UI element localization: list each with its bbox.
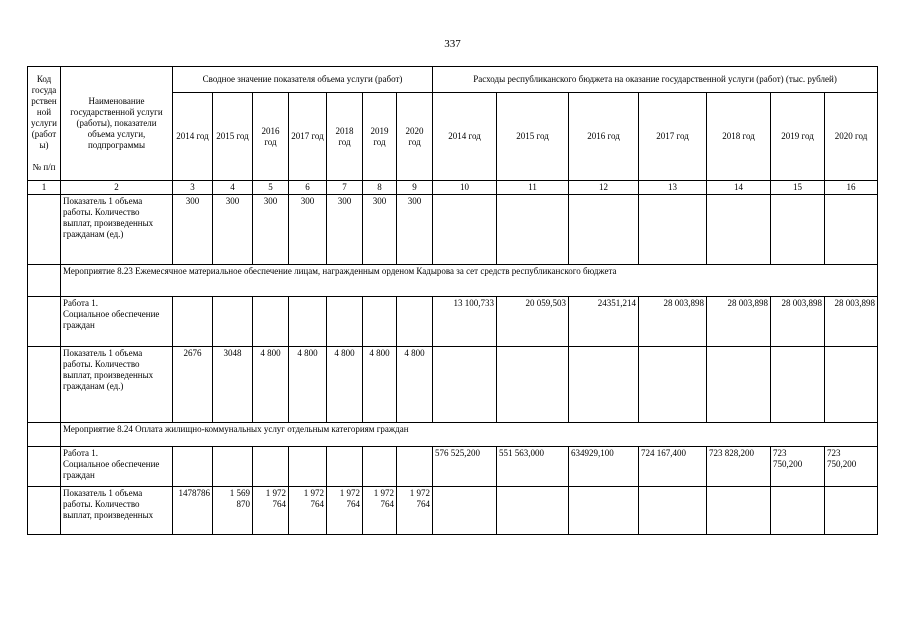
page-number: 337	[444, 38, 461, 50]
table-row	[28, 447, 878, 487]
row-name: Показатель 1 объема работы. Количество выплат, произведенных гражданам (ед.)	[61, 195, 173, 265]
expense-value: 20 059,503	[497, 297, 569, 347]
expense-value	[433, 487, 497, 535]
column-number: 8	[363, 181, 397, 195]
column-number: 1	[28, 181, 61, 195]
volume-value: 300	[213, 195, 253, 265]
code-cell	[28, 447, 61, 487]
row-name: Работа 1. Социальное обеспечение граждан	[61, 447, 173, 487]
expense-value: 723 750,200	[771, 447, 825, 487]
row-name: Показатель 1 объема работы. Количество выплат, произведенных	[61, 487, 173, 535]
volume-value: 3048	[213, 347, 253, 423]
expense-value	[707, 195, 771, 265]
volume-value	[363, 447, 397, 487]
expense-year-header: 2017 год	[639, 93, 707, 181]
expense-value	[707, 487, 771, 535]
expense-value: 724 167,400	[639, 447, 707, 487]
volume-value: 300	[327, 195, 363, 265]
header-name: Наименование государственной услуги (работы), показатели объема услуги, подпрограммы	[61, 67, 173, 181]
volume-year-header: 2019 год	[363, 93, 397, 181]
volume-value: 1 972 764	[363, 487, 397, 535]
expense-year-header: 2019 год	[771, 93, 825, 181]
volume-value	[213, 447, 253, 487]
volume-year-header: 2015 год	[213, 93, 253, 181]
expense-value	[825, 195, 878, 265]
volume-value: 1 569 870	[213, 487, 253, 535]
expense-value: 723 828,200	[707, 447, 771, 487]
volume-value: 2676	[173, 347, 213, 423]
volume-year-header: 2016 год	[253, 93, 289, 181]
expense-value: 28 003,898	[707, 297, 771, 347]
table-row	[28, 265, 878, 297]
column-number: 14	[707, 181, 771, 195]
budget-table	[27, 66, 878, 535]
volume-value: 300	[363, 195, 397, 265]
table-row	[28, 347, 878, 423]
column-number: 4	[213, 181, 253, 195]
header-code: Код госуда рствен ной услуги (работ ы) № п/п	[28, 67, 61, 181]
code-cell	[28, 297, 61, 347]
expense-value	[771, 195, 825, 265]
expense-value	[569, 487, 639, 535]
expense-value	[771, 347, 825, 423]
volume-value: 300	[253, 195, 289, 265]
expense-value	[771, 487, 825, 535]
header-row-col-numbers	[28, 181, 878, 195]
expense-value	[639, 487, 707, 535]
table-row	[28, 297, 878, 347]
expense-value: 576 525,200	[433, 447, 497, 487]
expense-value	[639, 347, 707, 423]
volume-value	[173, 447, 213, 487]
table-row	[28, 195, 878, 265]
volume-year-header: 2017 год	[289, 93, 327, 181]
expense-value	[707, 347, 771, 423]
volume-year-header: 2018 год	[327, 93, 363, 181]
expense-value: 551 563,000	[497, 447, 569, 487]
volume-value	[173, 297, 213, 347]
volume-value: 4 800	[327, 347, 363, 423]
volume-value	[327, 297, 363, 347]
expense-value: 13 100,733	[433, 297, 497, 347]
expense-year-header: 2015 год	[497, 93, 569, 181]
expense-value: 24351,214	[569, 297, 639, 347]
volume-year-header: 2014 год	[173, 93, 213, 181]
volume-value: 1 972 764	[289, 487, 327, 535]
code-cell	[28, 265, 61, 297]
column-number: 2	[61, 181, 173, 195]
volume-value	[289, 297, 327, 347]
volume-value: 4 800	[289, 347, 327, 423]
volume-value	[289, 447, 327, 487]
expense-value: 28 003,898	[771, 297, 825, 347]
header-row-group	[28, 67, 878, 93]
expense-value: 28 003,898	[639, 297, 707, 347]
volume-value: 1 972 764	[253, 487, 289, 535]
volume-value: 4 800	[363, 347, 397, 423]
code-cell	[28, 423, 61, 447]
column-number: 15	[771, 181, 825, 195]
activity-8-24: Мероприятие 8.24 Оплата жилищно-коммунальных услуг отдельным категориям граждан	[61, 423, 878, 447]
volume-year-header: 2020 год	[397, 93, 433, 181]
expense-value	[639, 195, 707, 265]
expense-year-header: 2020 год	[825, 93, 878, 181]
table-row	[28, 487, 878, 535]
volume-value: 4 800	[253, 347, 289, 423]
code-cell	[28, 195, 61, 265]
expense-value	[433, 347, 497, 423]
volume-value	[397, 447, 433, 487]
table-row	[28, 423, 878, 447]
volume-value	[253, 447, 289, 487]
expense-value	[569, 347, 639, 423]
header-volume-group: Сводное значение показателя объема услуги (работ)	[173, 67, 433, 93]
expense-year-header: 2016 год	[569, 93, 639, 181]
volume-value	[327, 447, 363, 487]
expense-value	[825, 347, 878, 423]
volume-value: 1 972 764	[397, 487, 433, 535]
volume-value: 1 972 764	[327, 487, 363, 535]
expense-year-header: 2018 год	[707, 93, 771, 181]
volume-value: 300	[289, 195, 327, 265]
expense-value	[569, 195, 639, 265]
column-number: 9	[397, 181, 433, 195]
expense-value	[825, 487, 878, 535]
column-number: 7	[327, 181, 363, 195]
volume-value	[397, 297, 433, 347]
volume-value: 300	[173, 195, 213, 265]
volume-value: 1478786	[173, 487, 213, 535]
volume-value	[213, 297, 253, 347]
expense-value: 28 003,898	[825, 297, 878, 347]
column-number: 5	[253, 181, 289, 195]
expense-value	[497, 195, 569, 265]
volume-value	[363, 297, 397, 347]
expense-value	[497, 487, 569, 535]
activity-8-23: Мероприятие 8.23 Ежемесячное материальное обеспечение лицам, награжденным орденом Кадырова за сет средств республиканского бюджета	[61, 265, 878, 297]
column-number: 12	[569, 181, 639, 195]
column-number: 16	[825, 181, 878, 195]
row-name: Показатель 1 объема работы. Количество выплат, произведенных гражданам (ед.)	[61, 347, 173, 423]
volume-value	[253, 297, 289, 347]
volume-value: 4 800	[397, 347, 433, 423]
column-number: 6	[289, 181, 327, 195]
expense-year-header: 2014 год	[433, 93, 497, 181]
expense-value: 723 750,200	[825, 447, 878, 487]
header-expense-group: Расходы республиканского бюджета на оказание государственной услуги (работ) (тыс. рублей)	[433, 67, 878, 93]
code-cell	[28, 487, 61, 535]
column-number: 3	[173, 181, 213, 195]
volume-value: 300	[397, 195, 433, 265]
code-cell	[28, 347, 61, 423]
column-number: 10	[433, 181, 497, 195]
column-number: 11	[497, 181, 569, 195]
row-name: Работа 1. Социальное обеспечение граждан	[61, 297, 173, 347]
column-number: 13	[639, 181, 707, 195]
expense-value: 634929,100	[569, 447, 639, 487]
expense-value	[497, 347, 569, 423]
expense-value	[433, 195, 497, 265]
